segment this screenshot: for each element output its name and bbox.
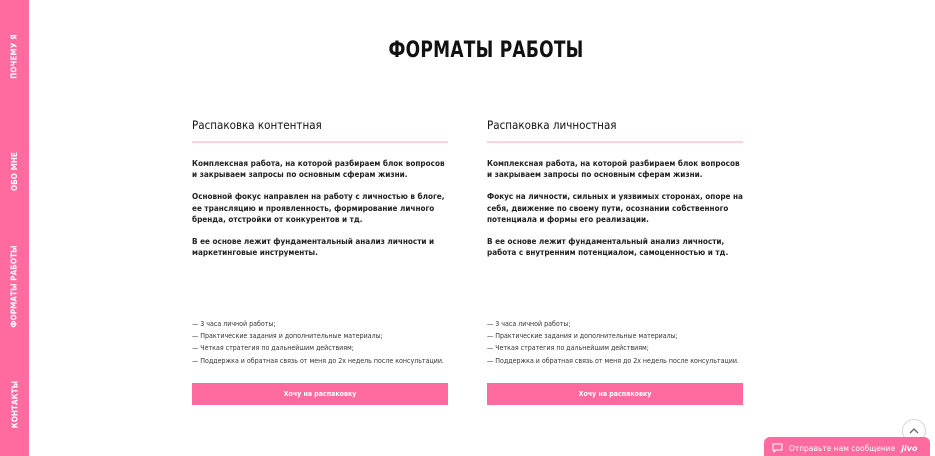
card-features xyxy=(192,318,448,367)
chat-label: Отправьте нам сообщение xyxy=(789,443,896,453)
format-card-content xyxy=(192,118,448,398)
sidebar-item-contacts[interactable] xyxy=(0,378,29,430)
cta-button-content[interactable]: Хочу на распаковку xyxy=(192,383,448,405)
sidebar-item-about[interactable] xyxy=(0,145,29,197)
feature-item: — 3 часа личной работы; xyxy=(487,320,571,328)
card-paragraph: В ее основе лежит фундаментальный анализ личности, работа с внутренним потенциалом, самоценностью и тд. xyxy=(487,236,729,258)
feature-item: — Практические задания и дополнительные материалы; xyxy=(487,332,678,341)
card-divider xyxy=(192,141,448,143)
chat-bubble-icon xyxy=(772,443,783,453)
card-paragraph: Комплексная работа, на которой разбираем блок вопросов и закрываем запросы по основным сферам жизни. xyxy=(487,158,740,180)
card-description xyxy=(192,158,448,269)
sidebar-item-label: КОНТАКТЫ xyxy=(10,380,19,428)
format-card-personal xyxy=(487,118,743,398)
card-paragraph: В ее основе лежит фундаментальный анализ личности и маркетинговые инструменты. xyxy=(192,236,435,258)
card-paragraph: Комплексная работа, на которой разбираем блок вопросов и закрываем запросы по основным сферам жизни. xyxy=(192,158,445,180)
card-paragraph: Фокус на личности, сильных и уязвимых сторонах, опоре на себя, движение по своему пути, осознании собственного потенциала и формы его реализации. xyxy=(487,191,743,224)
feature-item: — Четкая стратегия по дальнейшим действиям; xyxy=(192,344,354,353)
cta-button-personal[interactable]: Хочу на распаковку xyxy=(487,383,743,405)
sidebar-nav xyxy=(0,0,29,456)
jivo-logo: jivo xyxy=(901,443,918,453)
page-title: ФОРМАТЫ РАБОТЫ xyxy=(388,38,584,63)
sidebar-item-why-me[interactable] xyxy=(0,30,29,82)
feature-item: — Практические задания и дополнительные материалы; xyxy=(192,332,383,341)
card-features xyxy=(487,318,743,367)
sidebar-item-label: ПОЧЕМУ Я xyxy=(10,33,19,79)
sidebar-item-label: ФОРМАТЫ РАБОТЫ xyxy=(10,244,20,328)
card-description xyxy=(487,158,743,269)
feature-item: — Четкая стратегия по дальнейшим действиям; xyxy=(487,344,649,353)
sidebar-item-formats[interactable] xyxy=(0,244,29,328)
feature-item: — 3 часа личной работы; xyxy=(192,320,276,328)
feature-item: — Поддержка и обратная связь от меня до 2х недель после консультации. xyxy=(192,356,444,365)
card-title: Распаковка личностная xyxy=(487,118,617,132)
sidebar-item-label: ОБО МНЕ xyxy=(10,151,19,191)
chat-widget[interactable] xyxy=(764,437,930,456)
card-divider xyxy=(487,141,743,143)
feature-item: — Поддержка и обратная связь от меня до 2х недель после консультации. xyxy=(487,356,739,365)
card-paragraph: Основной фокус направлен на работу с личностью в блоге, ее трансляцию и проявленность, формирование личного бренда, отстройки от конкурентов и тд. xyxy=(192,191,445,224)
card-title: Распаковка контентная xyxy=(192,118,322,132)
chevron-up-icon xyxy=(908,425,920,437)
